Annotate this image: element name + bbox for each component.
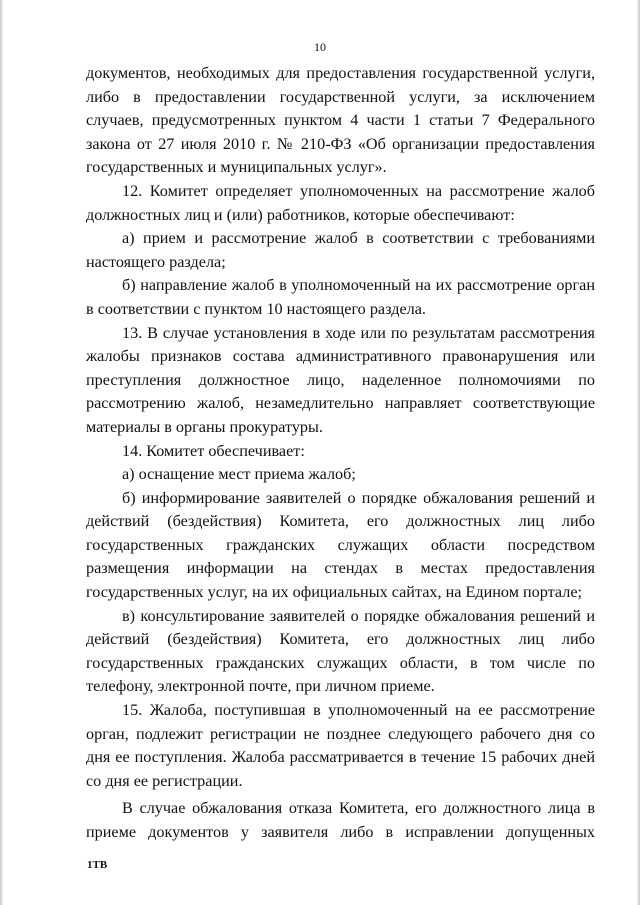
paragraph: документов, необходимых для предоставления государственной услуги, либо в предоставлении государственной услуги, за исключением случаев, предусмотренных пунктом 4 части 1 статьи 7 Федерального закона от 27 июля 2010 г. № 210-ФЗ «Об организации предоставления государственных и муниципальных услуг». [86,64,595,177]
paragraph: б) информирование заявителей о порядке обжалования решений и действий (бездействия) Комитета, его должностных лиц либо государственных гражданских служащих области посредством размещения информации на стендах в местах предоставления государственных услуг, на их официальных сайтах, на Едином портале; [86,488,595,602]
paragraph: 15. Жалоба, поступившая в уполномоченный на ее рассмотрение орган, подлежит регистрации не позднее следующего рабочего дня со дня ее поступления. Жалоба рассматривается в течение 15 рабочих дней со дня ее регистрации. [86,701,595,790]
paragraph: а) прием и рассмотрение жалоб в соответствии с требованиями настоящего раздела; [86,229,595,271]
paragraph: 12. Комитет определяет уполномоченных на рассмотрение жалоб должностных лиц и (или) работников, которые обеспечивают: [86,181,595,224]
paragraph: б) направление жалоб в уполномоченный на их рассмотрение орган в соответствии с пунктом 10 настоящего раздела. [86,276,595,318]
paragraph: 13. В случае установления в ходе или по результатам рассмотрения жалобы признаков состава административного правонарушения или преступления должностное лицо, наделенное полномочиями по рассмотрению жалоб, незамедлительно направляет соответствующие материалы в органы прокуратуры. [86,323,595,436]
document-body [86,62,595,845]
document-footer-code: 1ТВ [87,859,108,871]
paragraph: а) оснащение мест приема жалоб; [122,465,356,484]
scan-edge-left [0,0,3,905]
paragraph: 14. Комитет обеспечивает: [122,441,305,460]
paragraph: в) консультирование заявителей о порядке обжалования решений и действий (бездействия) Комитета, его должностных лиц либо государственных гражданских служащих области, в том числе по телефону, электронной почте, при личном приеме. [86,606,595,696]
paragraph: В случае обжалования отказа Комитета, его должностного лица в приеме документов у заявителя либо в исправлении допущенных [86,799,595,841]
page-number: 10 [314,40,326,54]
